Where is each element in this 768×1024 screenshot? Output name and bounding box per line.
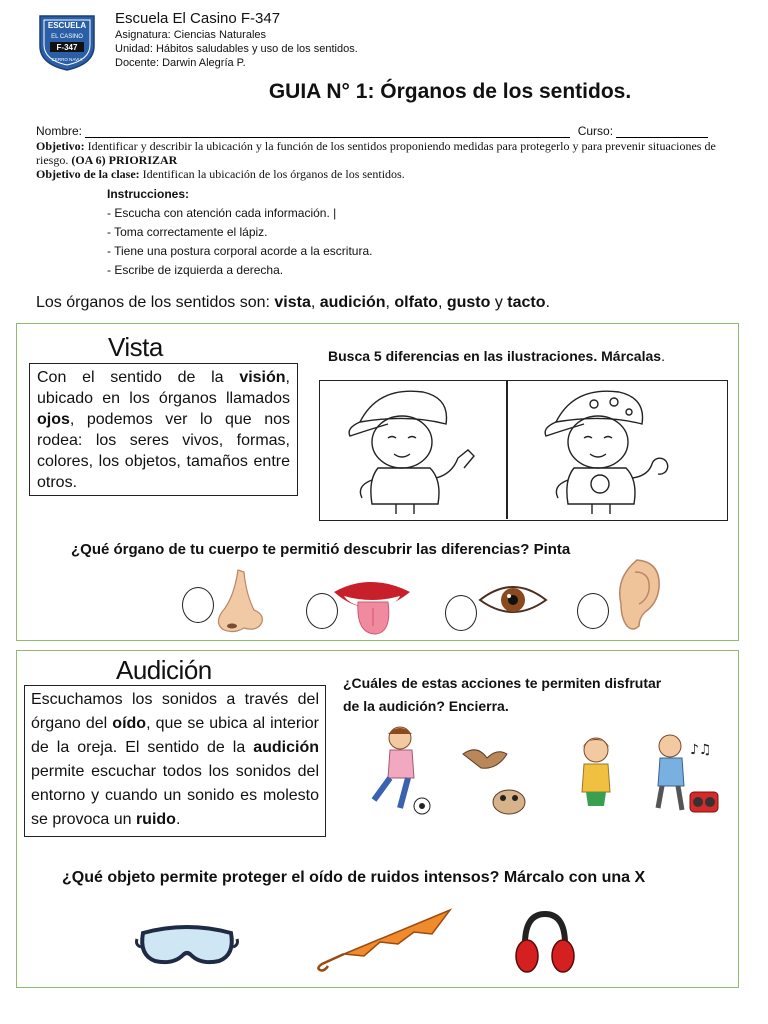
vista-task-end: . — [661, 348, 665, 364]
instructions-title: Instrucciones: — [107, 187, 190, 201]
keyword-audicion: audición — [253, 739, 319, 756]
audicion-title: Audición — [116, 655, 212, 685]
vista-title: Vista — [108, 332, 163, 362]
class-objective-label: Objetivo de la clase: — [36, 167, 140, 181]
objective-label: Objetivo: — [36, 139, 85, 153]
child-listening-illustration[interactable] — [570, 734, 622, 814]
text-part: , que se ubica al interior de la oreja. El sentido de la — [31, 715, 320, 756]
vista-textbox — [29, 363, 298, 496]
audicion-question: ¿Qué objeto permite proteger el oído de ruidos intensos? Márcalo con una X — [62, 869, 646, 886]
nose-icon — [214, 568, 266, 636]
text-part: . — [175, 811, 181, 828]
keyword-vision: visión — [239, 369, 286, 386]
and-word: y — [490, 294, 508, 311]
objective — [36, 139, 726, 181]
course-label: Curso: — [577, 124, 614, 138]
sep: , — [437, 294, 447, 311]
audicion-task-line2: de la audición? Encierra. — [343, 698, 509, 714]
sep: , — [385, 294, 395, 311]
earmuffs-icon[interactable] — [513, 910, 577, 978]
text-part: , ubicado en los órganos llamados — [37, 369, 290, 407]
boy-illustration-left — [338, 384, 493, 516]
senses-intro — [36, 294, 550, 312]
student-form-row — [36, 124, 726, 138]
child-soccer-illustration[interactable] — [360, 722, 436, 822]
keyword-ojos: ojos — [37, 411, 70, 428]
sep: , — [310, 294, 320, 311]
logo-badge: F-347 — [56, 43, 78, 52]
audicion-task-line1: ¿Cuáles de estas acciones te permiten disfrutar — [343, 675, 662, 691]
text-part: permite escuchar todos los sonidos del entorno y cuando un sonido es molesto se provoca un — [31, 763, 319, 828]
logo-text-mid: EL CASINO — [51, 34, 83, 40]
period: . — [545, 294, 550, 311]
school-name: Escuela El Casino F-347 — [115, 10, 281, 27]
audicion-textbox — [24, 685, 326, 837]
class-objective-text: Identifican la ubicación de los órganos de los sentidos. — [142, 167, 405, 181]
text-part: , podemos ver lo que nos rodea: los seres vivos, formas, colores, los objetos, tamaños entre otros. — [37, 411, 290, 491]
sense-gusto: gusto — [446, 294, 491, 311]
instruction-item: - Escucha con atención cada información. | — [107, 206, 337, 220]
text-part: Con el sentido de la — [37, 369, 240, 386]
vista-task — [328, 348, 665, 364]
objective-text: Identificar y describir la ubicación y la función de los sentidos proponiendo medidas para protegerlo y para prevenir situaciones de riesgo. — [36, 139, 716, 167]
image-divider — [506, 381, 508, 519]
sense-audicion: audición — [319, 294, 386, 311]
name-field[interactable] — [85, 137, 570, 138]
differences-image[interactable] — [319, 380, 728, 521]
diving-mask-icon[interactable] — [135, 915, 239, 971]
ear-icon — [611, 558, 663, 632]
instruction-item: - Tiene una postura corporal acorde a la escritura. — [107, 244, 373, 258]
logo-text-top: ESCUELA — [47, 21, 87, 30]
instruction-item: - Toma correctamente el lápiz. — [107, 225, 268, 239]
answer-circle-eye[interactable] — [445, 595, 477, 631]
boy-illustration-right — [534, 384, 689, 516]
sense-vista: vista — [274, 294, 311, 311]
text-part: Escuchamos los sonidos a través del órgano del — [31, 691, 319, 732]
umbrella-icon[interactable] — [314, 904, 456, 972]
sense-tacto: tacto — [507, 294, 546, 311]
svg-text:♪♫: ♪♫ — [690, 742, 712, 758]
intro-prefix: Los órganos de los sentidos son: — [36, 294, 275, 311]
vista-question: ¿Qué órgano de tu cuerpo te permitió descubrir las diferencias? Pinta — [71, 541, 571, 558]
sense-olfato: olfato — [394, 294, 438, 311]
school-logo — [34, 12, 100, 72]
keyword-oido: oído — [112, 715, 147, 732]
subject: Asignatura: Ciencias Naturales — [115, 29, 267, 41]
birds-illustration[interactable] — [457, 740, 531, 820]
logo-text-bottom: CERRO NAVIA — [51, 57, 83, 62]
eye-icon — [478, 580, 548, 620]
name-label: Nombre: — [36, 124, 83, 138]
vista-task-text: Busca 5 diferencias en las ilustraciones. Márcalas — [328, 348, 662, 364]
answer-circle-nose[interactable] — [182, 587, 214, 623]
tongue-icon — [330, 572, 414, 638]
page-title: GUIA N° 1: Órganos de los sentidos. — [268, 80, 632, 103]
child-radio-illustration[interactable] — [648, 730, 724, 824]
instruction-item: - Escribe de izquierda a derecha. — [107, 263, 284, 277]
answer-circle-ear[interactable] — [577, 593, 609, 629]
course-field[interactable] — [616, 137, 708, 138]
objective-code: (OA 6) PRIORIZAR — [71, 153, 178, 167]
unit: Unidad: Hábitos saludables y uso de los sentidos. — [115, 43, 358, 55]
teacher: Docente: Darwin Alegría P. — [115, 57, 246, 69]
keyword-ruido: ruido — [135, 811, 176, 828]
